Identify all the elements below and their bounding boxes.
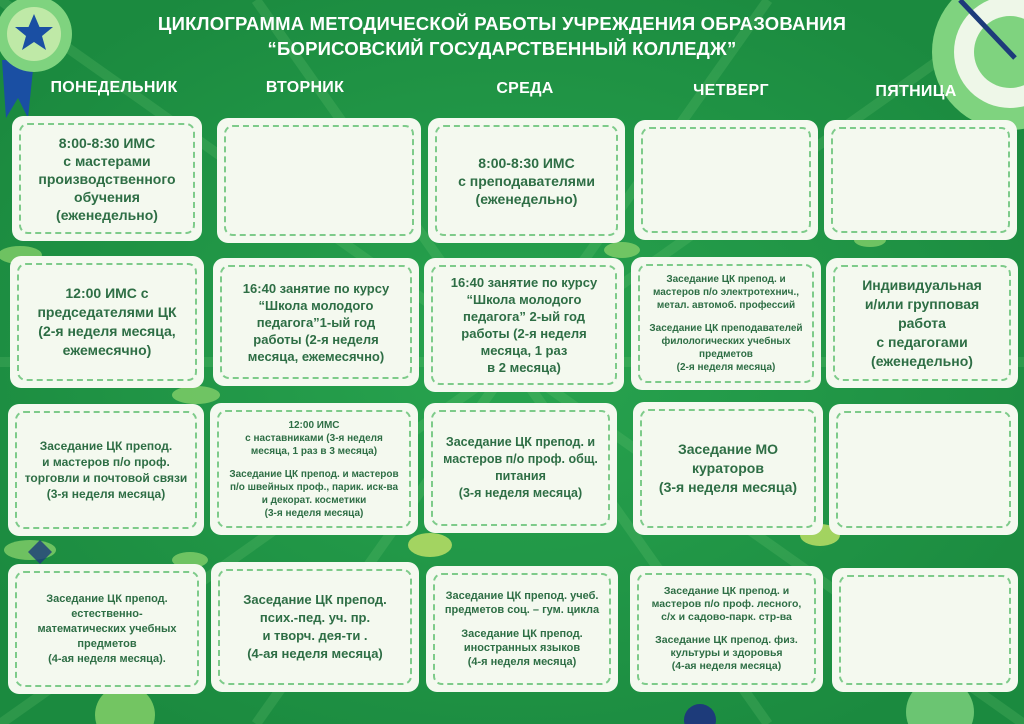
poster-title-line-1: ЦИКЛОГРАММА МЕТОДИЧЕСКОЙ РАБОТЫ УЧРЕЖДЕНИЯ ОБРАЗОВАНИЯ bbox=[157, 13, 847, 34]
card-paragraph: Заседание МО кураторов (3-я неделя месяца) bbox=[658, 441, 798, 495]
schedule-card bbox=[428, 118, 625, 243]
card-content bbox=[15, 411, 197, 529]
card-content bbox=[431, 410, 610, 526]
day-header-tuesday: ВТОРНИК bbox=[265, 79, 345, 96]
card-content bbox=[217, 410, 411, 528]
schedule-card bbox=[829, 404, 1018, 535]
schedule-card bbox=[824, 120, 1017, 240]
schedule-card bbox=[8, 564, 206, 694]
card-paragraph: Заседание ЦК препод. и мастеров п/о электротехнич., метал. автомоб. профессий bbox=[652, 274, 800, 311]
card-content bbox=[839, 575, 1011, 685]
day-header-thursday: ЧЕТВЕРГ bbox=[693, 82, 769, 99]
card-paragraph: Заседание ЦК препод. физ. культуры и здоровья (4-ая неделя месяца) bbox=[655, 634, 798, 672]
card-content bbox=[831, 127, 1010, 233]
schedule-card bbox=[424, 258, 624, 392]
schedule-card bbox=[426, 566, 618, 692]
card-content bbox=[637, 573, 816, 685]
card-paragraph: 8:00-8:30 ИМС с мастерами производственного обучения (еженедельно) bbox=[38, 134, 176, 223]
card-content bbox=[224, 125, 414, 236]
card-paragraph: Заседание ЦК препод. иностранных языков (4-я неделя месяца) bbox=[461, 628, 583, 668]
card-content bbox=[17, 263, 197, 381]
schedule-card bbox=[217, 118, 421, 243]
card-content bbox=[833, 265, 1011, 381]
day-header-friday: ПЯТНИЦА bbox=[875, 83, 957, 100]
card-paragraph: 8:00-8:30 ИМС с преподавателями (еженедельно) bbox=[458, 154, 595, 207]
poster-title-line-2: “БОРИСОВСКИЙ ГОСУДАРСТВЕННЫЙ КОЛЛЕДЖ” bbox=[267, 38, 737, 59]
card-content bbox=[218, 569, 412, 685]
day-header-monday: ПОНЕДЕЛЬНИК bbox=[50, 79, 178, 96]
card-paragraph: Заседание ЦК препод. естественно- математических учебных предметов (4-ая неделя месяца). bbox=[37, 592, 177, 665]
card-content bbox=[641, 127, 811, 233]
card-paragraph: 12:00 ИМС с председателями ЦК (2-я неделя месяца, ежемесячно) bbox=[37, 285, 177, 358]
card-content bbox=[640, 409, 816, 528]
card-content bbox=[435, 125, 618, 236]
schedule-card bbox=[424, 403, 617, 533]
card-paragraph: Индивидуальная и/или групповая работа с педагогами (еженедельно) bbox=[862, 276, 982, 369]
schedule-card bbox=[8, 404, 204, 536]
card-content bbox=[638, 264, 814, 383]
schedule-card bbox=[634, 120, 818, 240]
schedule-card bbox=[631, 257, 821, 390]
card-content bbox=[220, 265, 412, 379]
schedule-card bbox=[633, 402, 823, 535]
schedule-card bbox=[832, 568, 1018, 692]
card-paragraph: Заседание ЦК препод. и мастеров п/о проф. общ. питания (3-я неделя месяца) bbox=[443, 435, 598, 500]
card-paragraph: Заседание ЦК препод. учеб. предметов соц. – гум. цикла bbox=[444, 590, 600, 616]
card-paragraph: 16:40 занятие по курсу “Школа молодого педагога” 2-ый год работы (2-я неделя месяца, 1 раз в 2 месяца) bbox=[450, 275, 598, 375]
schedule-card bbox=[826, 258, 1018, 388]
schedule-card bbox=[630, 566, 823, 692]
card-content bbox=[15, 571, 199, 687]
schedule-card bbox=[213, 258, 419, 386]
day-header-wednesday: СРЕДА bbox=[496, 80, 554, 97]
card-paragraph: 16:40 занятие по курсу “Школа молодого педагога”1-ый год работы (2-я неделя месяца, ежемесячно) bbox=[242, 280, 390, 364]
card-content bbox=[433, 573, 611, 685]
card-paragraph: Заседание ЦК преподавателей филологических учебных предметов (2-я неделя месяца) bbox=[649, 323, 803, 373]
schedule-card bbox=[211, 562, 419, 692]
card-paragraph: Заседание ЦК препод. и мастеров п/о проф. торговли и почтовой связи (3-я неделя месяца) bbox=[24, 439, 188, 501]
card-content bbox=[431, 265, 617, 385]
card-paragraph: 12:00 ИМС с наставниками (3-я неделя месяца, 1 раз в 3 месяца) bbox=[245, 419, 383, 457]
card-paragraph: Заседание ЦК препод. и мастеров п/о проф. лесного, с/х и садово-парк. стр-ва bbox=[651, 585, 802, 623]
card-paragraph: Заседание ЦК препод. псих.-пед. уч. пр. и творч. дея-ти . (4-ая неделя месяца) bbox=[243, 592, 387, 661]
card-paragraph: Заседание ЦК препод. и мастеров п/о швейных проф., парик. иск-ва и декорат. косметики (3-я неделя месяца) bbox=[229, 468, 399, 519]
schedule-card bbox=[12, 116, 202, 241]
card-content bbox=[836, 411, 1011, 528]
card-content bbox=[19, 123, 195, 234]
schedule-card bbox=[210, 403, 418, 535]
schedule-card bbox=[10, 256, 204, 388]
